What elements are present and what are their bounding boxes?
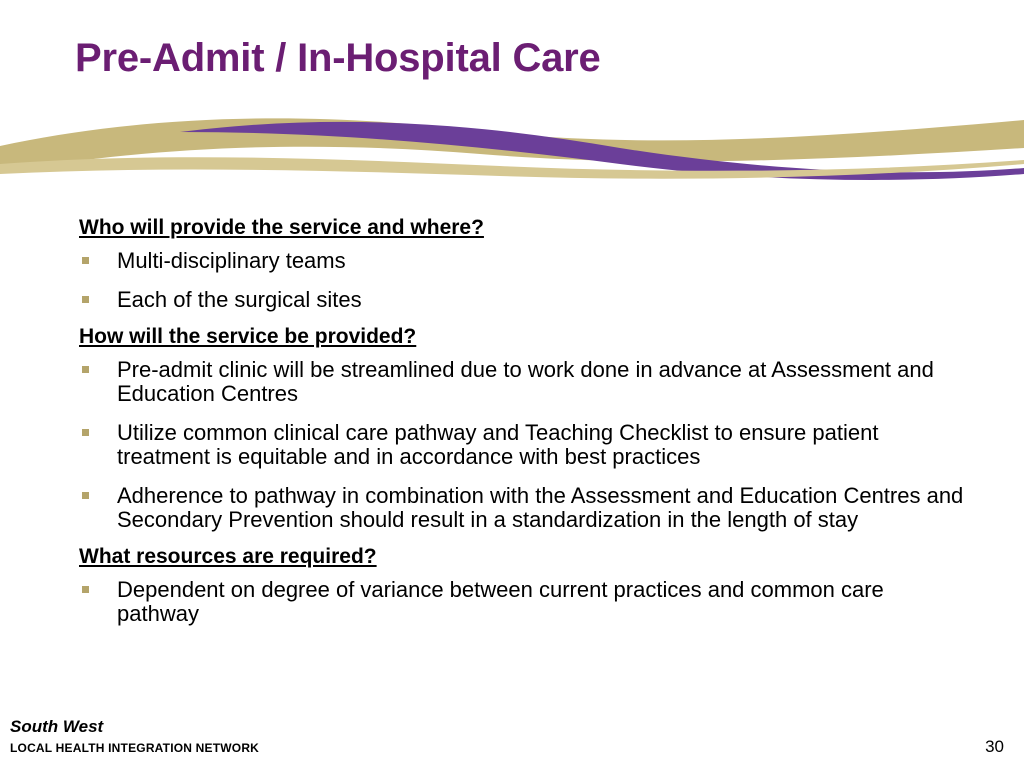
square-bullet-icon bbox=[82, 429, 89, 436]
bullet-item bbox=[79, 484, 969, 532]
section-heading-how: How will the service be provided? bbox=[79, 325, 417, 348]
bullet-text: Multi-disciplinary teams bbox=[117, 248, 346, 273]
organization-logo bbox=[10, 717, 259, 756]
decorative-swoosh bbox=[0, 108, 1024, 198]
section-heading-resources: What resources are required? bbox=[79, 545, 377, 568]
square-bullet-icon bbox=[82, 586, 89, 593]
bullet-list-resources bbox=[79, 578, 969, 626]
bullet-list-how bbox=[79, 358, 969, 532]
bullet-item bbox=[79, 578, 969, 626]
org-name: South West bbox=[10, 717, 104, 736]
page-number: 30 bbox=[985, 737, 1004, 756]
bullet-item bbox=[79, 421, 969, 469]
bullet-text: Utilize common clinical care pathway and Teaching Checklist to ensure patient treatment is equitable and in accordance with best practices bbox=[117, 420, 879, 469]
section-heading-who: Who will provide the service and where? bbox=[79, 216, 484, 239]
square-bullet-icon bbox=[82, 366, 89, 373]
bullet-text: Dependent on degree of variance between current practices and common care pathway bbox=[117, 577, 884, 626]
bullet-item bbox=[79, 288, 969, 312]
bullet-text: Each of the surgical sites bbox=[117, 287, 362, 312]
square-bullet-icon bbox=[82, 257, 89, 264]
bullet-text: Pre-admit clinic will be streamlined due to work done in advance at Assessment and Education Centres bbox=[117, 357, 934, 406]
square-bullet-icon bbox=[82, 296, 89, 303]
bullet-list-who bbox=[79, 249, 969, 312]
square-bullet-icon bbox=[82, 492, 89, 499]
slide-content bbox=[79, 215, 969, 638]
slide-title: Pre-Admit / In-Hospital Care bbox=[75, 36, 601, 80]
bullet-item bbox=[79, 358, 969, 406]
bullet-item bbox=[79, 249, 969, 273]
org-subtitle: LOCAL HEALTH INTEGRATION NETWORK bbox=[10, 741, 260, 755]
bullet-text: Adherence to pathway in combination with the Assessment and Education Centres and Secondary Prevention should result in a standardization in the length of stay bbox=[117, 483, 964, 532]
